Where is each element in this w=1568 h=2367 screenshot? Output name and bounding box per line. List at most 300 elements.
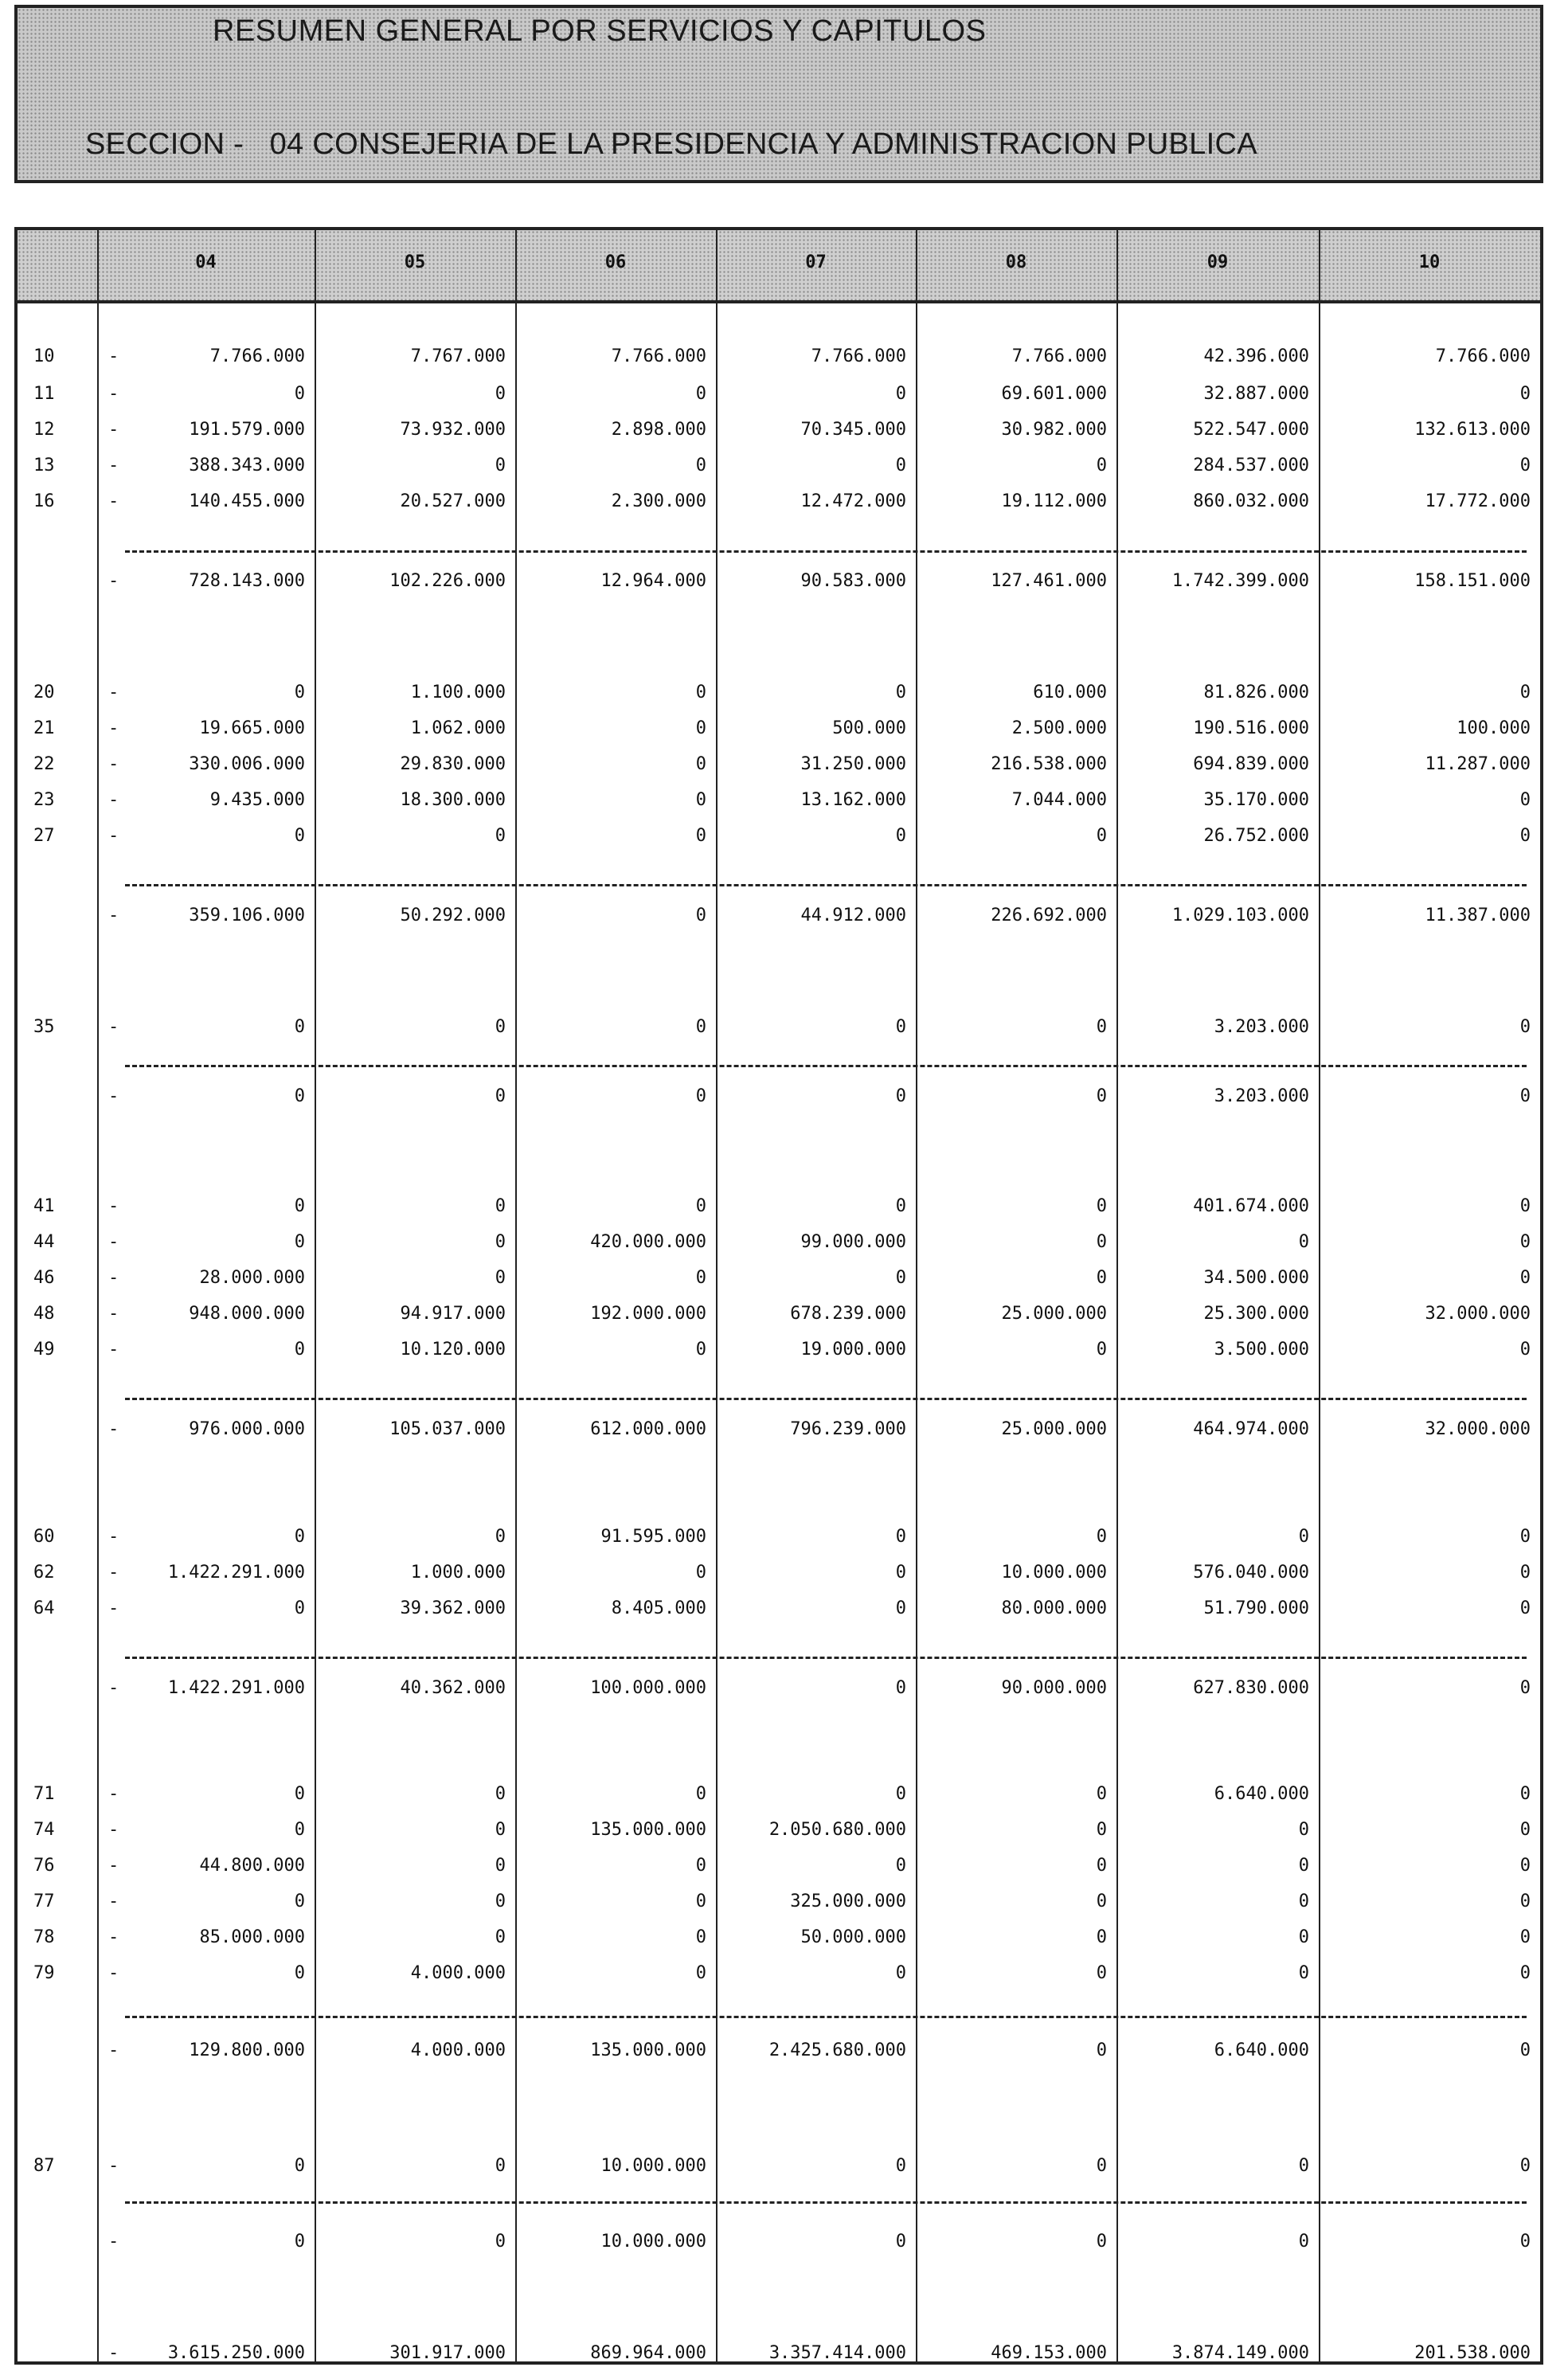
value-cell: 610.000 bbox=[1033, 683, 1107, 702]
value-cell: 44.800.000 bbox=[199, 1856, 305, 1876]
value-cell: 13.162.000 bbox=[800, 790, 906, 810]
value-cell: 7.766.000 bbox=[209, 346, 305, 366]
value-cell: 0 bbox=[1519, 1598, 1531, 1618]
value-cell: 0 bbox=[1096, 1268, 1107, 1288]
value-cell: 100.000 bbox=[1457, 718, 1531, 738]
subtotal-cell: 0 bbox=[1519, 2232, 1531, 2252]
subtotal-separator bbox=[125, 2201, 1527, 2204]
subtotal-cell: 0 bbox=[1096, 2232, 1107, 2252]
value-cell: 0 bbox=[695, 1963, 706, 1983]
subtotal-cell: 158.151.000 bbox=[1414, 571, 1531, 591]
row-dash-marker: - bbox=[108, 1927, 119, 1947]
subtotal-cell: 129.800.000 bbox=[189, 2040, 305, 2060]
value-cell: 0 bbox=[695, 1856, 706, 1876]
chapter-code: 64 bbox=[33, 1598, 55, 1618]
value-cell: 0 bbox=[1519, 1340, 1531, 1360]
value-cell: 0 bbox=[1298, 1892, 1309, 1911]
value-cell: 39.362.000 bbox=[400, 1598, 506, 1618]
subtotal-cell: 0 bbox=[294, 1086, 305, 1106]
subtotal-cell: 12.964.000 bbox=[600, 571, 706, 591]
row-dash-marker: - bbox=[108, 1268, 119, 1288]
column-header-04: 04 bbox=[195, 252, 217, 272]
subtotal-separator bbox=[125, 550, 1527, 553]
subtotal-cell: 0 bbox=[294, 2232, 305, 2252]
value-cell: 0 bbox=[1096, 1892, 1107, 1911]
subtotal-cell: 135.000.000 bbox=[590, 2040, 706, 2060]
value-cell: 0 bbox=[1096, 1527, 1107, 1547]
value-cell: 0 bbox=[1096, 456, 1107, 475]
value-cell: 860.032.000 bbox=[1193, 491, 1309, 511]
value-cell: 32.000.000 bbox=[1425, 1304, 1531, 1324]
value-cell: 0 bbox=[1096, 1196, 1107, 1216]
row-dash-marker: - bbox=[108, 1017, 119, 1037]
value-cell: 19.112.000 bbox=[1001, 491, 1107, 511]
value-cell: 0 bbox=[695, 1196, 706, 1216]
value-cell: 0 bbox=[1298, 1927, 1309, 1947]
value-cell: 91.595.000 bbox=[600, 1527, 706, 1547]
row-dash-marker: - bbox=[108, 2040, 119, 2060]
value-cell: 50.000.000 bbox=[800, 1927, 906, 1947]
value-cell: 25.300.000 bbox=[1203, 1304, 1309, 1324]
value-cell: 0 bbox=[895, 1196, 906, 1216]
value-cell: 0 bbox=[294, 1340, 305, 1360]
value-cell: 0 bbox=[695, 384, 706, 404]
value-cell: 99.000.000 bbox=[800, 1232, 906, 1252]
value-cell: 8.405.000 bbox=[611, 1598, 706, 1618]
value-cell: 678.239.000 bbox=[790, 1304, 906, 1324]
value-cell: 0 bbox=[294, 1784, 305, 1804]
subtotal-cell: 869.964.000 bbox=[590, 2343, 706, 2363]
value-cell: 0 bbox=[294, 1527, 305, 1547]
subtotal-cell: 0 bbox=[895, 1086, 906, 1106]
row-dash-marker: - bbox=[108, 2343, 119, 2363]
subtotal-cell: 0 bbox=[495, 2232, 506, 2252]
subtotal-cell: 10.000.000 bbox=[600, 2232, 706, 2252]
value-cell: 0 bbox=[495, 1017, 506, 1037]
value-cell: 11.287.000 bbox=[1425, 754, 1531, 774]
value-cell: 191.579.000 bbox=[189, 420, 305, 440]
value-cell: 401.674.000 bbox=[1193, 1196, 1309, 1216]
value-cell: 0 bbox=[1519, 1232, 1531, 1252]
value-cell: 35.170.000 bbox=[1203, 790, 1309, 810]
chapter-code: 62 bbox=[33, 1563, 55, 1583]
value-cell: 0 bbox=[1298, 2156, 1309, 2176]
value-cell: 7.766.000 bbox=[811, 346, 906, 366]
value-cell: 10.120.000 bbox=[400, 1340, 506, 1360]
value-cell: 1.100.000 bbox=[410, 683, 506, 702]
subtotal-cell: 0 bbox=[1096, 1086, 1107, 1106]
value-cell: 0 bbox=[895, 1784, 906, 1804]
row-dash-marker: - bbox=[108, 1419, 119, 1439]
value-cell: 330.006.000 bbox=[189, 754, 305, 774]
value-cell: 0 bbox=[895, 2156, 906, 2176]
value-cell: 69.601.000 bbox=[1001, 384, 1107, 404]
value-cell: 0 bbox=[1519, 1196, 1531, 1216]
value-cell: 0 bbox=[495, 1268, 506, 1288]
value-cell: 694.839.000 bbox=[1193, 754, 1309, 774]
subtotal-cell: 3.203.000 bbox=[1214, 1086, 1309, 1106]
value-cell: 0 bbox=[1096, 1963, 1107, 1983]
value-cell: 0 bbox=[695, 718, 706, 738]
subtotal-cell: 0 bbox=[1298, 2232, 1309, 2252]
value-cell: 4.000.000 bbox=[410, 1963, 506, 1983]
row-dash-marker: - bbox=[108, 906, 119, 925]
value-cell: 0 bbox=[895, 1527, 906, 1547]
subtotal-cell: 6.640.000 bbox=[1214, 2040, 1309, 2060]
value-cell: 0 bbox=[294, 826, 305, 846]
row-dash-marker: - bbox=[108, 790, 119, 810]
value-cell: 94.917.000 bbox=[400, 1304, 506, 1324]
chapter-code: 60 bbox=[33, 1527, 55, 1547]
row-dash-marker: - bbox=[108, 1086, 119, 1106]
subtotal-cell: 105.037.000 bbox=[389, 1419, 506, 1439]
chapter-code: 10 bbox=[33, 346, 55, 366]
budget-table bbox=[14, 227, 1543, 2365]
value-cell: 1.062.000 bbox=[410, 718, 506, 738]
chapter-code: 27 bbox=[33, 826, 55, 846]
subtotal-cell: 301.917.000 bbox=[389, 2343, 506, 2363]
chapter-code: 21 bbox=[33, 718, 55, 738]
subtotal-cell: 100.000.000 bbox=[590, 1678, 706, 1698]
chapter-code: 46 bbox=[33, 1268, 55, 1288]
value-cell: 0 bbox=[495, 1892, 506, 1911]
value-cell: 0 bbox=[495, 1527, 506, 1547]
subtotal-cell: 728.143.000 bbox=[189, 571, 305, 591]
chapter-code: 76 bbox=[33, 1856, 55, 1876]
value-cell: 6.640.000 bbox=[1214, 1784, 1309, 1804]
chapter-code: 23 bbox=[33, 790, 55, 810]
value-cell: 420.000.000 bbox=[590, 1232, 706, 1252]
row-dash-marker: - bbox=[108, 2232, 119, 2252]
value-cell: 0 bbox=[294, 1820, 305, 1840]
column-header-07: 07 bbox=[805, 252, 827, 272]
value-cell: 500.000 bbox=[832, 718, 906, 738]
value-cell: 0 bbox=[1519, 1963, 1531, 1983]
value-cell: 51.790.000 bbox=[1203, 1598, 1309, 1618]
value-cell: 0 bbox=[1519, 1527, 1531, 1547]
subtotal-separator bbox=[125, 1065, 1527, 1067]
row-dash-marker: - bbox=[108, 384, 119, 404]
report-header bbox=[14, 5, 1543, 183]
chapter-code: 78 bbox=[33, 1927, 55, 1947]
subtotal-cell: 627.830.000 bbox=[1193, 1678, 1309, 1698]
value-cell: 0 bbox=[1519, 1892, 1531, 1911]
row-dash-marker: - bbox=[108, 456, 119, 475]
value-cell: 0 bbox=[1519, 2156, 1531, 2176]
chapter-code: 74 bbox=[33, 1820, 55, 1840]
value-cell: 70.345.000 bbox=[800, 420, 906, 440]
column-header-06: 06 bbox=[604, 252, 627, 272]
value-cell: 0 bbox=[294, 384, 305, 404]
value-cell: 0 bbox=[695, 1268, 706, 1288]
row-dash-marker: - bbox=[108, 2156, 119, 2176]
value-cell: 0 bbox=[1519, 1820, 1531, 1840]
row-dash-marker: - bbox=[108, 1232, 119, 1252]
value-cell: 9.435.000 bbox=[209, 790, 305, 810]
value-cell: 0 bbox=[695, 1927, 706, 1947]
chapter-code: 77 bbox=[33, 1892, 55, 1911]
subtotal-separator bbox=[125, 1657, 1527, 1659]
value-cell: 0 bbox=[1096, 1232, 1107, 1252]
subtotal-cell: 469.153.000 bbox=[991, 2343, 1107, 2363]
value-cell: 0 bbox=[1298, 1856, 1309, 1876]
value-cell: 0 bbox=[895, 683, 906, 702]
value-cell: 19.665.000 bbox=[199, 718, 305, 738]
subtotal-cell: 11.387.000 bbox=[1425, 906, 1531, 925]
value-cell: 0 bbox=[1519, 1017, 1531, 1037]
row-dash-marker: - bbox=[108, 1598, 119, 1618]
value-cell: 3.500.000 bbox=[1214, 1340, 1309, 1360]
value-cell: 284.537.000 bbox=[1193, 456, 1309, 475]
value-cell: 0 bbox=[695, 1784, 706, 1804]
subtotal-separator bbox=[125, 884, 1527, 886]
subtotal-cell: 0 bbox=[695, 1086, 706, 1106]
value-cell: 0 bbox=[495, 1856, 506, 1876]
subtotal-cell: 3.874.149.000 bbox=[1171, 2343, 1309, 2363]
report-title: RESUMEN GENERAL POR SERVICIOS Y CAPITULOS bbox=[213, 14, 987, 48]
value-cell: 2.898.000 bbox=[611, 420, 706, 440]
value-cell: 0 bbox=[895, 1268, 906, 1288]
subtotal-cell: 1.029.103.000 bbox=[1171, 906, 1309, 925]
chapter-code: 20 bbox=[33, 683, 55, 702]
row-dash-marker: - bbox=[108, 1196, 119, 1216]
value-cell: 25.000.000 bbox=[1001, 1304, 1107, 1324]
value-cell: 80.000.000 bbox=[1001, 1598, 1107, 1618]
value-cell: 0 bbox=[1298, 1232, 1309, 1252]
subtotal-cell: 612.000.000 bbox=[590, 1419, 706, 1439]
value-cell: 0 bbox=[294, 1963, 305, 1983]
subtotal-separator bbox=[125, 2016, 1527, 2018]
value-cell: 34.500.000 bbox=[1203, 1268, 1309, 1288]
value-cell: 0 bbox=[695, 683, 706, 702]
subtotal-cell: 464.974.000 bbox=[1193, 1419, 1309, 1439]
chapter-code: 87 bbox=[33, 2156, 55, 2176]
subtotal-cell: 0 bbox=[1519, 2040, 1531, 2060]
chapter-code: 16 bbox=[33, 491, 55, 511]
value-cell: 7.767.000 bbox=[410, 346, 506, 366]
value-cell: 0 bbox=[495, 1784, 506, 1804]
row-dash-marker: - bbox=[108, 1784, 119, 1804]
value-cell: 0 bbox=[1519, 384, 1531, 404]
subtotal-cell: 0 bbox=[1519, 1086, 1531, 1106]
subtotal-cell: 40.362.000 bbox=[400, 1678, 506, 1698]
row-dash-marker: - bbox=[108, 1820, 119, 1840]
subtotal-cell: 359.106.000 bbox=[189, 906, 305, 925]
value-cell: 0 bbox=[1298, 1963, 1309, 1983]
value-cell: 2.300.000 bbox=[611, 491, 706, 511]
value-cell: 0 bbox=[294, 2156, 305, 2176]
value-cell: 0 bbox=[495, 1196, 506, 1216]
chapter-code: 22 bbox=[33, 754, 55, 774]
value-cell: 0 bbox=[495, 1927, 506, 1947]
value-cell: 0 bbox=[294, 683, 305, 702]
subtotal-cell: 2.425.680.000 bbox=[768, 2040, 906, 2060]
value-cell: 2.500.000 bbox=[1011, 718, 1107, 738]
value-cell: 0 bbox=[695, 1340, 706, 1360]
value-cell: 0 bbox=[294, 1196, 305, 1216]
chapter-code: 11 bbox=[33, 384, 55, 404]
value-cell: 140.455.000 bbox=[189, 491, 305, 511]
subtotal-cell: 0 bbox=[695, 906, 706, 925]
value-cell: 0 bbox=[1519, 1268, 1531, 1288]
value-cell: 576.040.000 bbox=[1193, 1563, 1309, 1583]
value-cell: 0 bbox=[1096, 1340, 1107, 1360]
value-cell: 0 bbox=[895, 1963, 906, 1983]
row-dash-marker: - bbox=[108, 420, 119, 440]
value-cell: 0 bbox=[1519, 1563, 1531, 1583]
subtotal-cell: 1.742.399.000 bbox=[1171, 571, 1309, 591]
value-cell: 0 bbox=[695, 826, 706, 846]
value-cell: 0 bbox=[695, 1892, 706, 1911]
row-dash-marker: - bbox=[108, 1304, 119, 1324]
value-cell: 0 bbox=[495, 384, 506, 404]
section-title: SECCION - 04 CONSEJERIA DE LA PRESIDENCIA Y ADMINISTRACION PUBLICA bbox=[85, 127, 1257, 161]
value-cell: 0 bbox=[1519, 826, 1531, 846]
value-cell: 522.547.000 bbox=[1193, 420, 1309, 440]
value-cell: 0 bbox=[695, 790, 706, 810]
value-cell: 0 bbox=[495, 2156, 506, 2176]
value-cell: 0 bbox=[695, 456, 706, 475]
column-header-08: 08 bbox=[1005, 252, 1027, 272]
subtotal-cell: 127.461.000 bbox=[991, 571, 1107, 591]
value-cell: 0 bbox=[294, 1598, 305, 1618]
value-cell: 0 bbox=[695, 1563, 706, 1583]
subtotal-cell: 796.239.000 bbox=[790, 1419, 906, 1439]
value-cell: 0 bbox=[294, 1017, 305, 1037]
value-cell: 0 bbox=[1096, 2156, 1107, 2176]
chapter-code: 44 bbox=[33, 1232, 55, 1252]
value-cell: 0 bbox=[294, 1232, 305, 1252]
subtotal-cell: 0 bbox=[1519, 1678, 1531, 1698]
value-cell: 7.766.000 bbox=[1435, 346, 1531, 366]
value-cell: 1.000.000 bbox=[410, 1563, 506, 1583]
subtotal-cell: 25.000.000 bbox=[1001, 1419, 1107, 1439]
value-cell: 0 bbox=[895, 826, 906, 846]
chapter-code: 71 bbox=[33, 1784, 55, 1804]
value-cell: 135.000.000 bbox=[590, 1820, 706, 1840]
value-cell: 0 bbox=[1096, 1784, 1107, 1804]
subtotal-cell: 4.000.000 bbox=[410, 2040, 506, 2060]
column-header-05: 05 bbox=[404, 252, 426, 272]
column-header-10: 10 bbox=[1418, 252, 1441, 272]
value-cell: 0 bbox=[294, 1892, 305, 1911]
subtotal-cell: 3.357.414.000 bbox=[768, 2343, 906, 2363]
value-cell: 73.932.000 bbox=[400, 420, 506, 440]
value-cell: 0 bbox=[1519, 1856, 1531, 1876]
value-cell: 7.766.000 bbox=[1011, 346, 1107, 366]
column-header-09: 09 bbox=[1206, 252, 1229, 272]
subtotal-cell: 0 bbox=[895, 1678, 906, 1698]
value-cell: 0 bbox=[895, 1017, 906, 1037]
value-cell: 0 bbox=[495, 456, 506, 475]
row-dash-marker: - bbox=[108, 1963, 119, 1983]
subtotal-cell: 32.000.000 bbox=[1425, 1419, 1531, 1439]
value-cell: 0 bbox=[895, 1598, 906, 1618]
row-dash-marker: - bbox=[108, 1856, 119, 1876]
value-cell: 1.422.291.000 bbox=[167, 1563, 305, 1583]
value-cell: 10.000.000 bbox=[600, 2156, 706, 2176]
subtotal-cell: 976.000.000 bbox=[189, 1419, 305, 1439]
chapter-code: 49 bbox=[33, 1340, 55, 1360]
chapter-code: 48 bbox=[33, 1304, 55, 1324]
value-cell: 190.516.000 bbox=[1193, 718, 1309, 738]
row-dash-marker: - bbox=[108, 1892, 119, 1911]
value-cell: 0 bbox=[1096, 1820, 1107, 1840]
value-cell: 0 bbox=[1096, 826, 1107, 846]
value-cell: 29.830.000 bbox=[400, 754, 506, 774]
chapter-code: 13 bbox=[33, 456, 55, 475]
row-dash-marker: - bbox=[108, 718, 119, 738]
chapter-code: 79 bbox=[33, 1963, 55, 1983]
subtotal-cell: 226.692.000 bbox=[991, 906, 1107, 925]
value-cell: 10.000.000 bbox=[1001, 1563, 1107, 1583]
row-dash-marker: - bbox=[108, 683, 119, 702]
value-cell: 388.343.000 bbox=[189, 456, 305, 475]
row-dash-marker: - bbox=[108, 1340, 119, 1360]
value-cell: 0 bbox=[1096, 1017, 1107, 1037]
value-cell: 30.982.000 bbox=[1001, 420, 1107, 440]
subtotal-cell: 90.000.000 bbox=[1001, 1678, 1107, 1698]
value-cell: 81.826.000 bbox=[1203, 683, 1309, 702]
subtotal-cell: 201.538.000 bbox=[1414, 2343, 1531, 2363]
value-cell: 85.000.000 bbox=[199, 1927, 305, 1947]
chapter-code: 35 bbox=[33, 1017, 55, 1037]
value-cell: 0 bbox=[1298, 1527, 1309, 1547]
subtotal-cell: 0 bbox=[495, 1086, 506, 1106]
value-cell: 0 bbox=[895, 1563, 906, 1583]
value-cell: 32.887.000 bbox=[1203, 384, 1309, 404]
subtotal-cell: 102.226.000 bbox=[389, 571, 506, 591]
value-cell: 7.766.000 bbox=[611, 346, 706, 366]
value-cell: 0 bbox=[1298, 1820, 1309, 1840]
subtotal-cell: 44.912.000 bbox=[800, 906, 906, 925]
value-cell: 0 bbox=[495, 1232, 506, 1252]
subtotal-cell: 90.583.000 bbox=[800, 571, 906, 591]
value-cell: 0 bbox=[1096, 1856, 1107, 1876]
value-cell: 0 bbox=[1519, 1784, 1531, 1804]
chapter-code: 41 bbox=[33, 1196, 55, 1216]
value-cell: 7.044.000 bbox=[1011, 790, 1107, 810]
row-dash-marker: - bbox=[108, 826, 119, 846]
value-cell: 28.000.000 bbox=[199, 1268, 305, 1288]
row-dash-marker: - bbox=[108, 1527, 119, 1547]
row-dash-marker: - bbox=[108, 754, 119, 774]
subtotal-cell: 0 bbox=[1096, 2040, 1107, 2060]
value-cell: 948.000.000 bbox=[189, 1304, 305, 1324]
value-cell: 0 bbox=[895, 1856, 906, 1876]
value-cell: 325.000.000 bbox=[790, 1892, 906, 1911]
value-cell: 0 bbox=[1519, 456, 1531, 475]
value-cell: 216.538.000 bbox=[991, 754, 1107, 774]
column-divider bbox=[97, 230, 99, 2361]
subtotal-cell: 3.615.250.000 bbox=[167, 2343, 305, 2363]
value-cell: 0 bbox=[895, 384, 906, 404]
value-cell: 26.752.000 bbox=[1203, 826, 1309, 846]
value-cell: 18.300.000 bbox=[400, 790, 506, 810]
value-cell: 0 bbox=[495, 1820, 506, 1840]
value-cell: 12.472.000 bbox=[800, 491, 906, 511]
subtotal-separator bbox=[125, 1398, 1527, 1400]
value-cell: 0 bbox=[1519, 683, 1531, 702]
row-dash-marker: - bbox=[108, 1563, 119, 1583]
chapter-code: 12 bbox=[33, 420, 55, 440]
row-dash-marker: - bbox=[108, 346, 119, 366]
value-cell: 0 bbox=[895, 456, 906, 475]
value-cell: 192.000.000 bbox=[590, 1304, 706, 1324]
value-cell: 2.050.680.000 bbox=[768, 1820, 906, 1840]
value-cell: 3.203.000 bbox=[1214, 1017, 1309, 1037]
value-cell: 0 bbox=[695, 1017, 706, 1037]
